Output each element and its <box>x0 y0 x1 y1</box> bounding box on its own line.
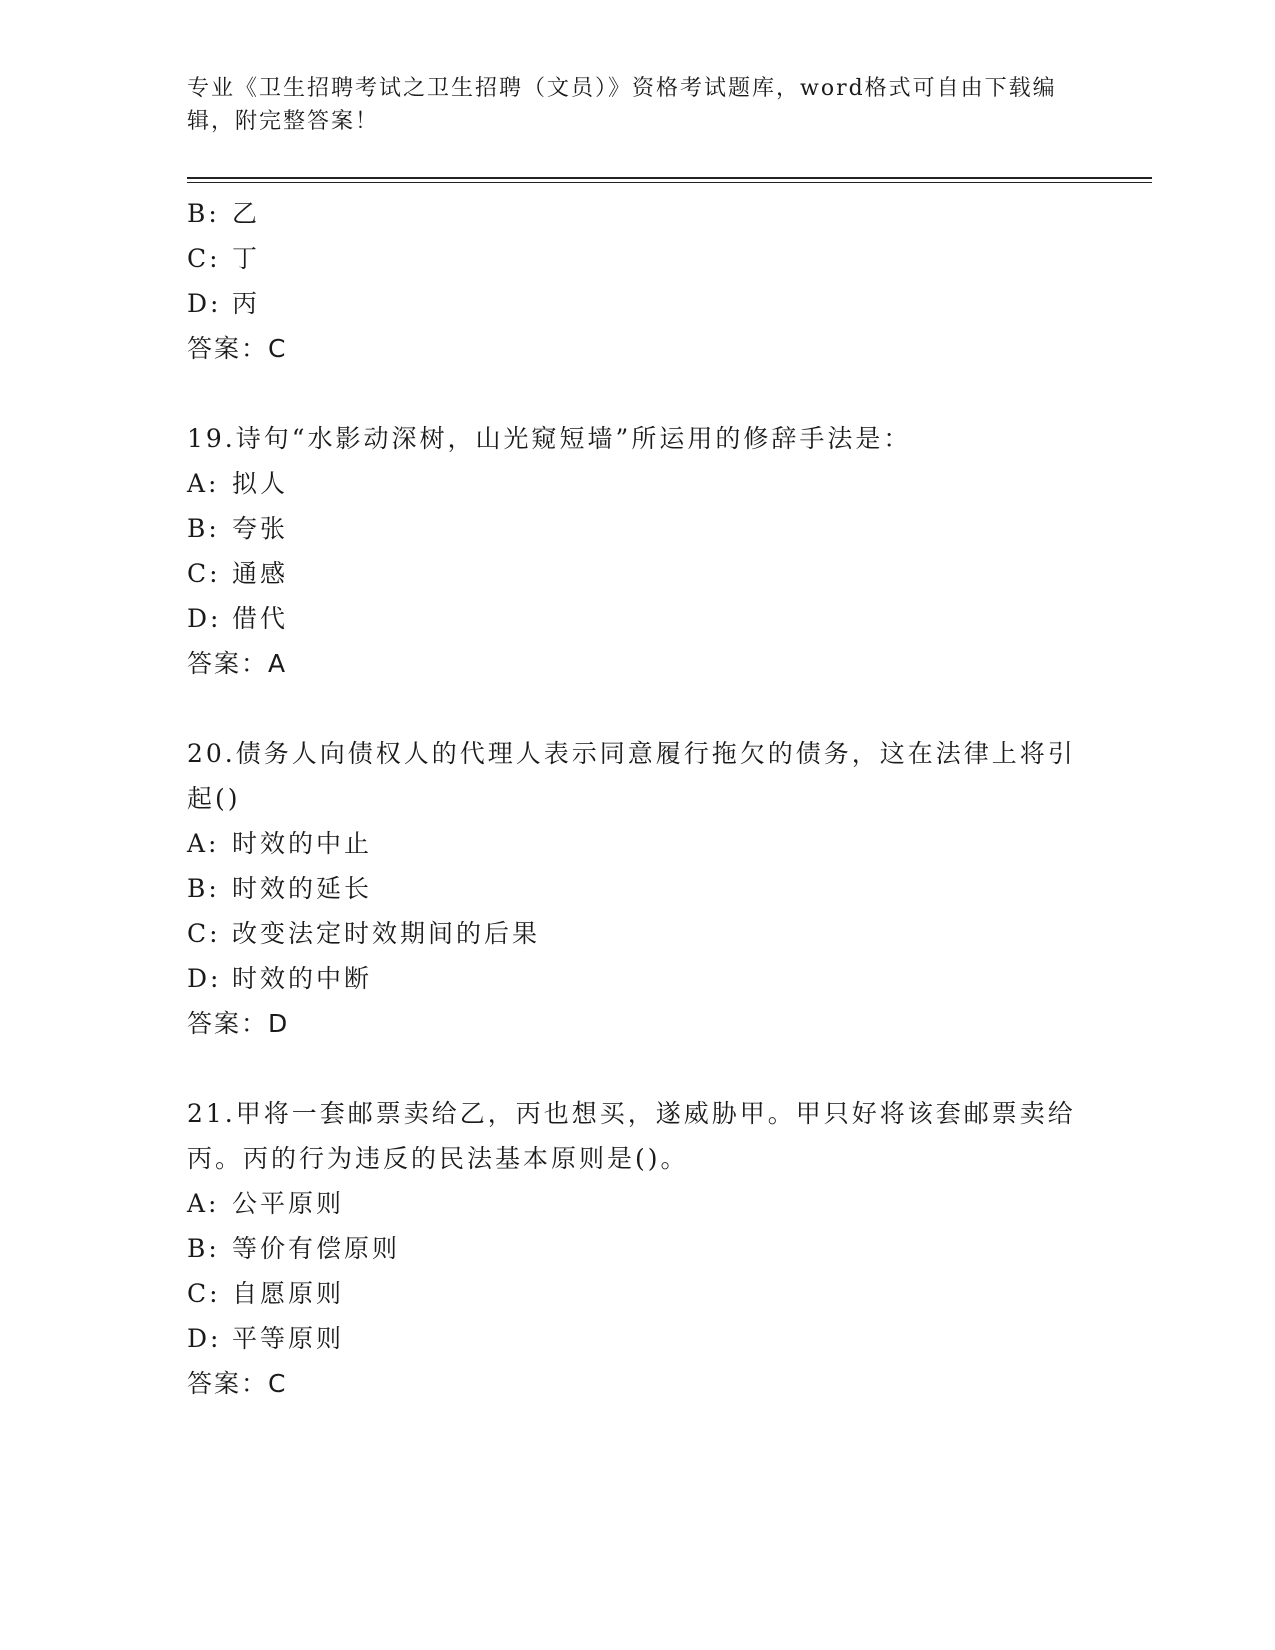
option-d: D: 丙 <box>187 289 261 318</box>
option-c: C: 通感 <box>187 559 289 588</box>
header-divider <box>187 177 1152 183</box>
option-a: A: 公平原则 <box>187 1189 345 1218</box>
option-c: C: 自愿原则 <box>187 1279 345 1308</box>
option-b: B: 时效的延长 <box>187 874 373 903</box>
option-b: B: 夸张 <box>187 514 289 543</box>
answer-line: 答案：C <box>187 334 288 363</box>
question-19 <box>187 416 1087 686</box>
question-list <box>187 191 1087 1406</box>
option-a: A: 时效的中止 <box>187 829 373 858</box>
option-c: C: 改变法定时效期间的后果 <box>187 919 541 948</box>
prev-question <box>187 191 1087 371</box>
answer-line: 答案：D <box>187 1009 290 1038</box>
answer-line: 答案：A <box>187 649 288 678</box>
spacer <box>187 686 1087 731</box>
option-c: C: 丁 <box>187 244 261 273</box>
option-d: D: 时效的中断 <box>187 964 373 993</box>
option-d: D: 平等原则 <box>187 1324 345 1353</box>
question-stem: 19.诗句“水影动深树，山光窥短墙”所运用的修辞手法是： <box>187 424 912 453</box>
spacer <box>187 371 1087 416</box>
question-stem: 21.甲将一套邮票卖给乙，丙也想买，遂威胁甲。甲只好将该套邮票卖给丙。丙的行为违反的民法基本原则是()。 <box>187 1099 1076 1173</box>
option-d: D: 借代 <box>187 604 289 633</box>
option-b: B: 等价有偿原则 <box>187 1234 401 1263</box>
question-20 <box>187 731 1087 1046</box>
spacer <box>187 1046 1087 1091</box>
question-21 <box>187 1091 1087 1406</box>
document-header <box>187 72 1087 138</box>
answer-line: 答案：C <box>187 1369 288 1398</box>
option-b: B: 乙 <box>187 199 261 228</box>
question-stem: 20.债务人向债权人的代理人表示同意履行拖欠的债务，这在法律上将引起() <box>187 739 1076 813</box>
option-a: A: 拟人 <box>187 469 289 498</box>
header-text: 专业《卫生招聘考试之卫生招聘（文员）》资格考试题库，word格式可自由下载编辑，附完整答案！ <box>187 76 1057 134</box>
